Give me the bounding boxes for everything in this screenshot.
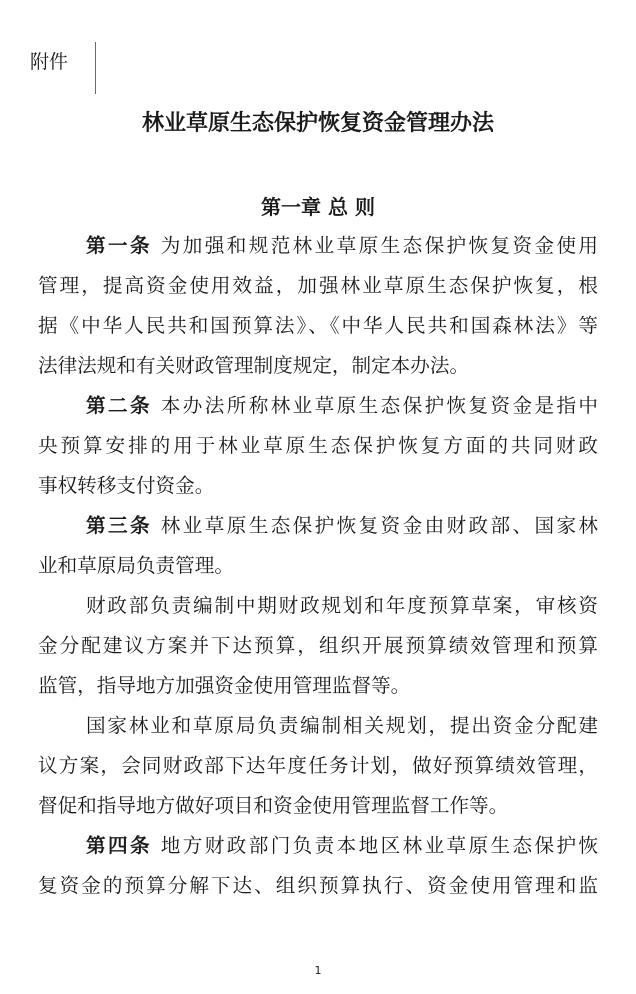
body-line [38,666,598,706]
body-line [38,746,598,786]
body-line [86,706,598,746]
article-heading: 第二条 [86,394,152,417]
article-heading: 第一条 [86,234,152,257]
line-text: 复资金的预算分解下达、组织预算执行、资金使用管理和监 [38,874,598,897]
body-line [86,826,598,866]
line-text: 议方案，会同财政部下达年度任务计划，做好预算绩效管理， [38,754,598,777]
line-text: 法律法规和有关财政管理制度规定，制定本办法。 [38,354,470,377]
document-title: 林业草原生态保护恢复资金管理办法 [141,111,494,136]
line-text: 金分配建议方案并下达预算，组织开展预算绩效管理和预算 [38,634,598,657]
body-line [38,466,598,506]
body-line [38,426,598,466]
line-text: 央预算安排的用于林业草原生态保护恢复方面的共同财政 [38,434,598,457]
body-line [86,386,598,426]
line-text: 业和草原局负责管理。 [38,554,234,577]
article-heading: 第四条 [86,834,152,857]
line-text: 监管，指导地方加强资金使用管理监督等。 [38,674,411,697]
line-text: 地方财政部门负责本地区林业草原生态保护恢 [158,834,598,857]
body-line [86,226,598,266]
line-text: 督促和指导地方做好项目和资金使用管理监督工作等。 [38,794,509,817]
body-line [38,546,598,586]
line-text: 据《中华人民共和国预算法》、《中华人民共和国森林法》等 [38,314,598,337]
line-text: 管理，提高资金使用效益，加强林业草原生态保护恢复，根 [38,274,598,297]
body-line [38,306,598,346]
line-text: 财政部负责编制中期财政规划和年度预算草案，审核资 [86,594,598,617]
body-line [38,626,598,666]
scan-margin-line [95,42,96,94]
body-line [86,586,598,626]
article-heading: 第三条 [86,514,152,537]
page-number: 1 [314,964,322,977]
body-line [38,346,598,386]
line-text: 本办法所称林业草原生态保护恢复资金是指中 [158,394,598,417]
line-text: 国家林业和草原局负责编制相关规划，提出资金分配建 [86,714,598,737]
line-text: 为加强和规范林业草原生态保护恢复资金使用 [158,234,598,257]
body-line [38,266,598,306]
attachment-label: 附件 [30,51,69,73]
line-text: 事权转移支付资金。 [38,474,215,497]
body-line [86,506,598,546]
body-line [38,866,598,906]
body-line [38,786,598,826]
chapter-heading: 第一章 总 则 [261,195,375,219]
line-text: 林业草原生态保护恢复资金由财政部、国家林 [158,514,598,537]
